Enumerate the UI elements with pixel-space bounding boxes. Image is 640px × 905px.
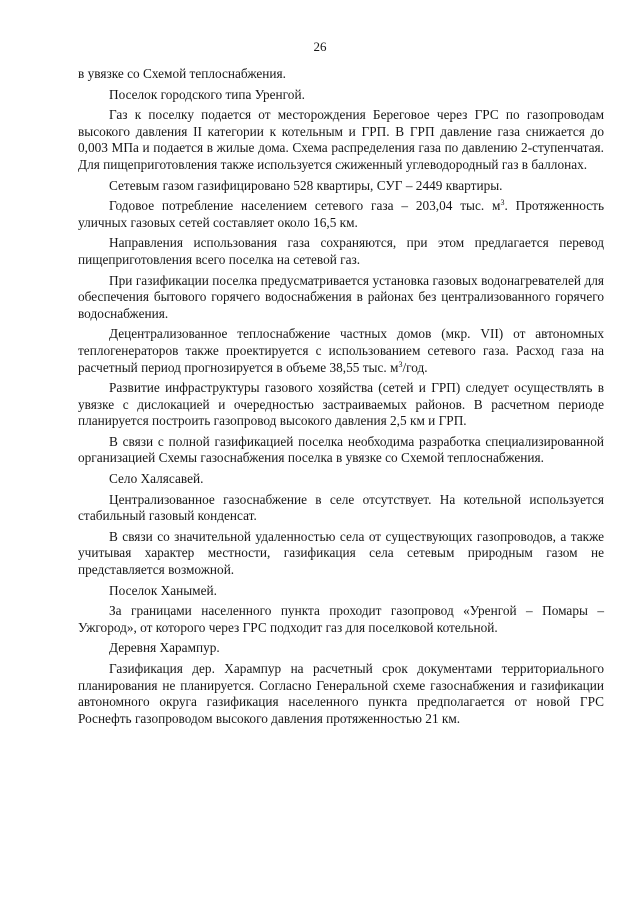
- document-body: [78, 66, 604, 731]
- decentralized-text: Децентрализованное теплоснабжение частных домов (мкр. VII) от автономных теплогенераторов также проектируется с использованием сетевого газа. Расход газа на расчетный период прогнозируется в объеме 38,55 тыс. м: [78, 326, 604, 375]
- paragraph-gas-supply-urengoy: Газ к поселку подается от месторождения Береговое через ГРС по газопроводам высокого давления II категории к котельным и ГРП. В ГРП давление газа снижается до 0,003 МПа и подается в жилые дома. Схема распределения газа по давлению 2-ступенчатая. Для пищеприготовления также используется сжиженный углеводородный газ в баллонах.: [78, 107, 604, 172]
- paragraph-usage-directions: Направления использования газа сохраняются, при этом предлагается перевод пищеприготовления всего поселка на сетевой газ.: [78, 235, 604, 267]
- paragraph-gas-scheme: В связи с полной газификацией поселка необходима разработка специализированной организацией Схемы газоснабжения поселка в увязке со Схемой теплоснабжения.: [78, 433, 604, 466]
- heading-khalyasavey: Село Халясавей.: [109, 471, 204, 487]
- consumption-text-end: . Протяженность уличных газовых сетей составляет около 16,5 км.: [78, 198, 605, 230]
- paragraph-continuation: в увязке со Схемой теплоснабжения.: [78, 66, 286, 81]
- paragraph-water-heaters: При газификации поселка предусматривается установка газовых водонагревателей для обеспечения бытового горячего водоснабжения в районах без централизованного горячего водоснабжения.: [78, 272, 604, 321]
- paragraph-infrastructure: Развитие инфраструктуры газового хозяйства (сетей и ГРП) следует осуществлять в увязке с дислокацией и очередностью застраиваемых районов. В расчетном периоде планируется построить газопровод высокого давления 2,5 км и ГРП.: [78, 380, 604, 429]
- consumption-text: Годовое потребление населением сетевого газа – 203,04 тыс. м: [109, 198, 501, 214]
- decentralized-text-end: /год.: [402, 359, 428, 375]
- paragraph-khalyasavey-remote: В связи со значительной удаленностью села от существующих газопроводов, а также учитывая характер местности, газификация села сетевым природным газом не представляется возможной.: [78, 528, 604, 578]
- heading-urengoy: Поселок городского типа Уренгой.: [109, 86, 305, 102]
- page-number: 26: [313, 39, 327, 54]
- cubic-superscript: 3: [500, 198, 505, 208]
- heading-kharampur: Деревня Харампур.: [109, 640, 220, 656]
- paragraph-khalyasavey-supply: Централизованное газоснабжение в селе отсутствует. На котельной используется стабильный газовый конденсат.: [78, 491, 604, 524]
- paragraph-decentralized-heating: [78, 326, 604, 376]
- paragraph-annual-consumption: [78, 198, 604, 231]
- heading-khanymey: Поселок Ханымей.: [109, 582, 217, 598]
- paragraph-kharampur-gasification: Газификация дер. Харампур на расчетный срок документами территориального планирования не планируется. Согласно Генеральной схеме газоснабжения и газификации автономного округа газификация населенного пункта предполагается от новой ГРС Роснефть газопроводом высокого давления протяженностью 21 км.: [78, 661, 604, 726]
- paragraph-gasified-apartments: Сетевым газом газифицировано 528 квартиры, СУГ – 2449 квартиры.: [109, 177, 503, 193]
- cubic-superscript: 3: [398, 359, 403, 369]
- paragraph-khanymey-pipeline: За границами населенного пункта проходит газопровод «Уренгой – Помары – Ужгород», от которого через ГРС подходит газ для поселковой котельной.: [78, 603, 604, 635]
